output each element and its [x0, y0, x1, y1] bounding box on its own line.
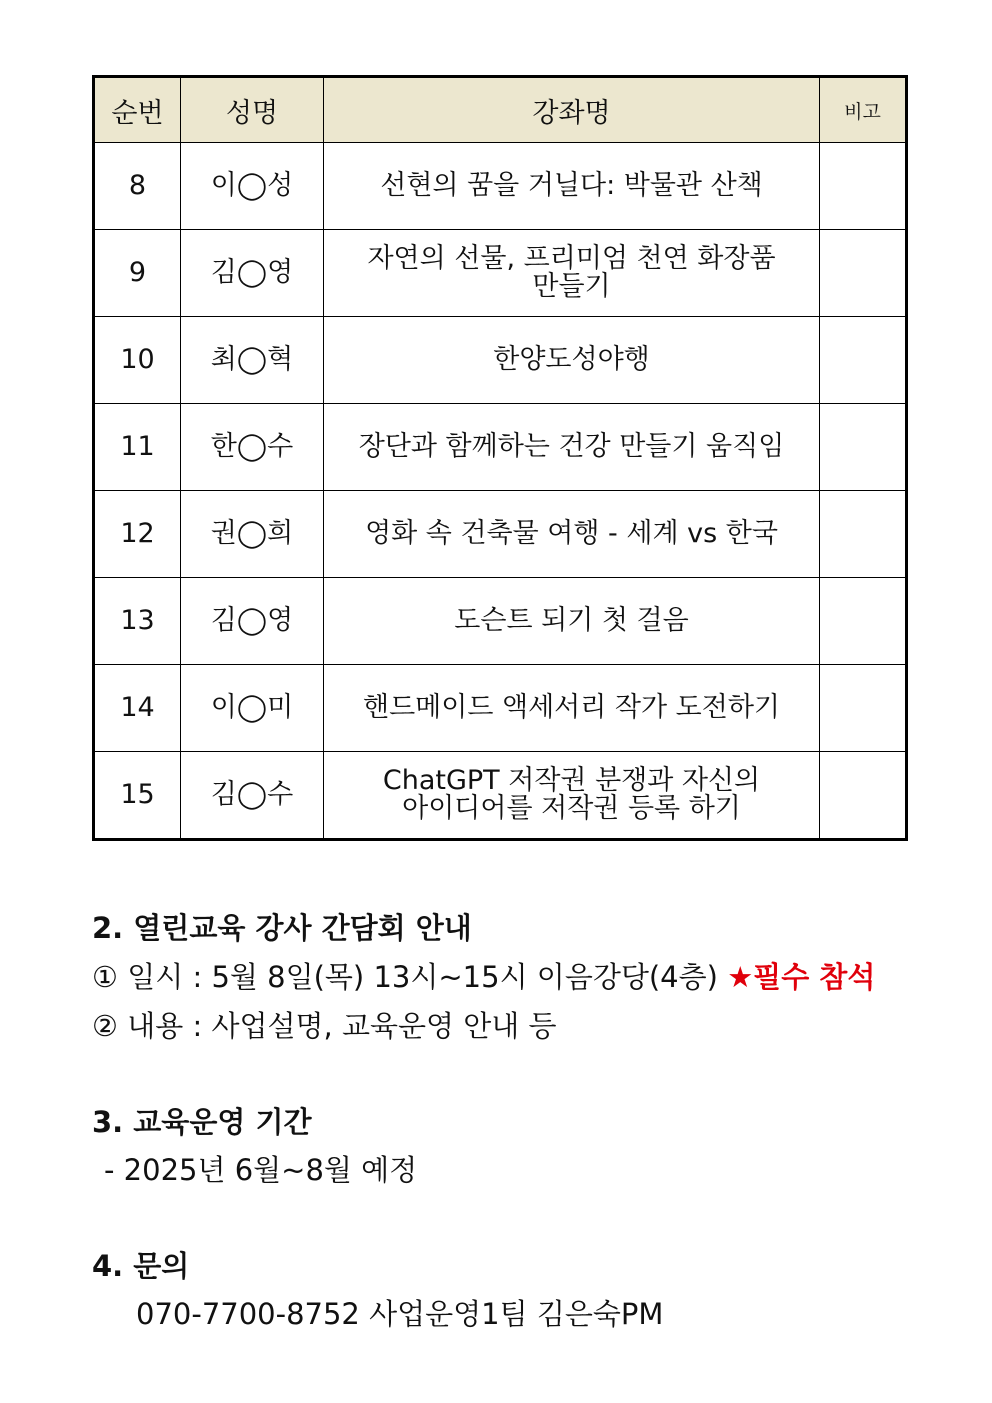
row-no: 11 — [94, 404, 181, 491]
row-no: 12 — [94, 491, 181, 578]
row-course: ChatGPT 저작권 분쟁과 자신의 아이디어를 저작권 등록 하기 — [324, 752, 820, 840]
row-name: 이◯성 — [181, 143, 324, 230]
row-remark — [820, 665, 907, 752]
row-no: 14 — [94, 665, 181, 752]
row-course: 핸드메이드 액세서리 작가 도전하기 — [324, 665, 820, 752]
table-row — [94, 404, 907, 491]
row-name: 한◯수 — [181, 404, 324, 491]
required-attendance-badge: ★필수 참석 — [727, 960, 876, 994]
row-course: 자연의 선물, 프리미엄 천연 화장품 만들기 — [324, 230, 820, 317]
row-course: 장단과 함께하는 건강 만들기 움직임 — [324, 404, 820, 491]
row-course: 한양도성야행 — [324, 317, 820, 404]
table-row — [94, 143, 907, 230]
header-course: 강좌명 — [324, 77, 820, 143]
header-name: 성명 — [181, 77, 324, 143]
datetime-text: ① 일시 : 5월 8일(목) 13시~15시 이음강당(4층) — [92, 960, 718, 994]
section2-item-content: ② 내용 : 사업설명, 교육운영 안내 등 — [92, 1009, 557, 1043]
row-no: 13 — [94, 578, 181, 665]
header-no: 순번 — [94, 77, 181, 143]
table-header-row — [94, 77, 907, 143]
row-name: 이◯미 — [181, 665, 324, 752]
table-row — [94, 317, 907, 404]
row-name: 김◯영 — [181, 578, 324, 665]
table-row — [94, 491, 907, 578]
table-row — [94, 230, 907, 317]
row-name: 김◯영 — [181, 230, 324, 317]
row-no: 9 — [94, 230, 181, 317]
contact-info: 070-7700-8752 사업운영1팀 김은숙PM — [136, 1297, 664, 1331]
row-no: 15 — [94, 752, 181, 840]
row-remark — [820, 317, 907, 404]
row-name: 권◯희 — [181, 491, 324, 578]
row-no: 8 — [94, 143, 181, 230]
header-remark: 비고 — [820, 77, 907, 143]
row-course: 도슨트 되기 첫 걸음 — [324, 578, 820, 665]
section3-heading: 3. 교육운영 기간 — [92, 1105, 312, 1139]
row-course: 선현의 꿈을 거닐다: 박물관 산책 — [324, 143, 820, 230]
lecture-table — [92, 75, 908, 841]
row-remark — [820, 404, 907, 491]
row-remark — [820, 752, 907, 840]
section4-heading: 4. 문의 — [92, 1249, 190, 1283]
row-course: 영화 속 건축물 여행 - 세계 vs 한국 — [324, 491, 820, 578]
section2-heading: 2. 열린교육 강사 간담회 안내 — [92, 911, 472, 945]
row-remark — [820, 230, 907, 317]
table-row — [94, 752, 907, 840]
row-name: 김◯수 — [181, 752, 324, 840]
row-remark — [820, 491, 907, 578]
table-row — [94, 665, 907, 752]
row-remark — [820, 143, 907, 230]
table-row — [94, 578, 907, 665]
row-remark — [820, 578, 907, 665]
row-no: 10 — [94, 317, 181, 404]
section3-item: - 2025년 6월~8월 예정 — [104, 1153, 418, 1187]
section2-item-datetime — [92, 955, 875, 996]
row-name: 최◯혁 — [181, 317, 324, 404]
